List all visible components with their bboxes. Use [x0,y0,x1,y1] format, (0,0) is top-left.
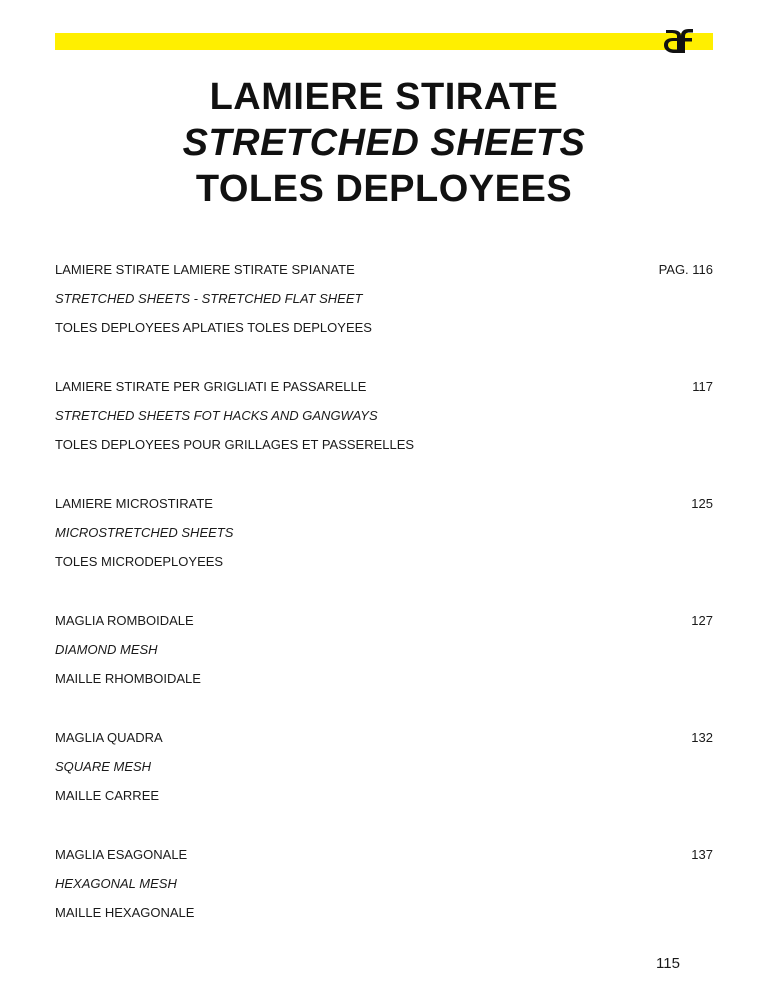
toc-entry-page[interactable]: 117 [692,379,713,394]
toc-entry-italian: MAGLIA ESAGONALE [55,847,188,862]
toc-entry-page[interactable]: 132 [691,730,713,745]
toc-entry-page[interactable]: 137 [691,847,713,862]
table-of-contents [55,255,713,957]
toc-entry-english: SQUARE MESH [55,759,152,774]
toc-entry-microstretched[interactable] [55,489,713,606]
toc-entry-italian: LAMIERE MICROSTIRATE [55,496,213,511]
toc-entry-diamond-mesh[interactable] [55,606,713,723]
title-block [0,74,768,212]
toc-entry-italian: LAMIERE STIRATE PER GRIGLIATI E PASSARELLE [55,379,367,394]
toc-entry-english: HEXAGONAL MESH [55,876,177,891]
title-french: TOLES DEPLOYEES [195,168,573,210]
title-italian: LAMIERE STIRATE [209,76,559,118]
header-bar [55,33,713,50]
toc-entry-french: TOLES MICRODEPLOYEES [55,554,224,569]
toc-entry-french: MAILLE CARREE [55,788,160,803]
toc-entry-gratings-gangways[interactable] [55,372,713,489]
toc-entry-hexagonal-mesh[interactable] [55,840,713,957]
toc-entry-page[interactable]: 127 [691,613,713,628]
toc-entry-page[interactable]: 125 [691,496,713,511]
toc-entry-english: DIAMOND MESH [55,642,158,657]
title-english: STRETCHED SHEETS [182,122,586,164]
toc-entry-italian: LAMIERE STIRATE LAMIERE STIRATE SPIANATE [55,262,355,277]
af-monogram-icon [660,26,696,56]
toc-entry-french: TOLES DEPLOYEES APLATIES TOLES DEPLOYEES [55,320,372,335]
toc-entry-english: STRETCHED SHEETS - STRETCHED FLAT SHEET [55,291,363,306]
toc-entry-french: MAILLE RHOMBOIDALE [55,671,201,686]
toc-entry-english: STRETCHED SHEETS FOT HACKS AND GANGWAYS [55,408,378,423]
page-number: 115 [656,955,680,972]
toc-entry-french: TOLES DEPLOYEES POUR GRILLAGES ET PASSERELLES [55,437,415,452]
toc-entry-italian: MAGLIA ROMBOIDALE [55,613,194,628]
toc-entry-square-mesh[interactable] [55,723,713,840]
toc-entry-page[interactable]: PAG. 116 [658,262,713,277]
toc-entry-italian: MAGLIA QUADRA [55,730,163,745]
toc-entry-french: MAILLE HEXAGONALE [55,905,195,920]
toc-entry-flat-sheets[interactable] [55,255,713,372]
toc-entry-english: MICROSTRETCHED SHEETS [55,525,234,540]
